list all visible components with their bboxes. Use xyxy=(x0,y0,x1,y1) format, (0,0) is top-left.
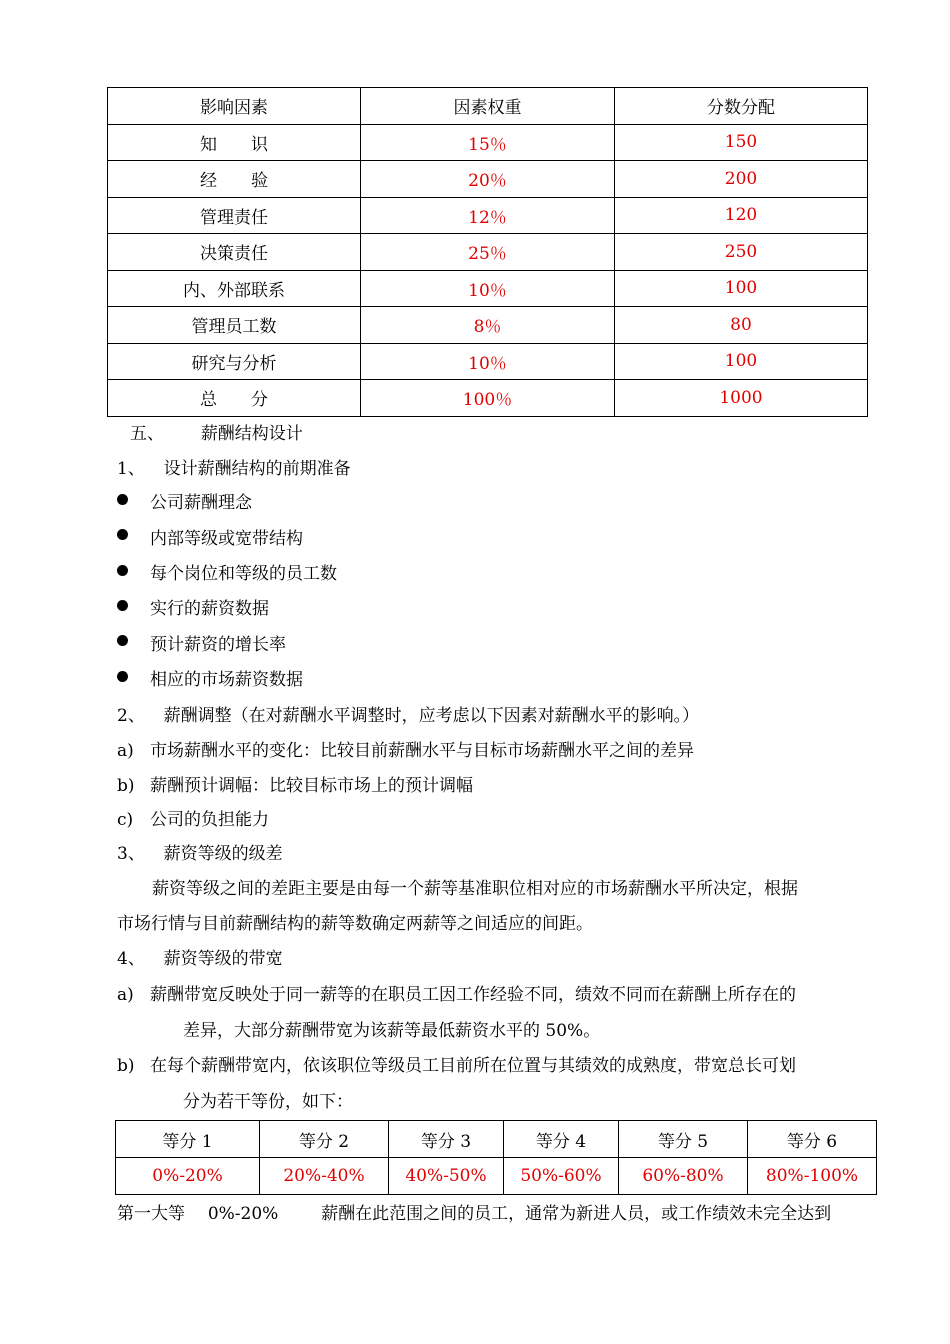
item-label: b) xyxy=(117,1056,135,1076)
factor-weight-table xyxy=(107,87,868,417)
item-label: b) xyxy=(117,776,135,796)
factor-weight: 20％ xyxy=(361,161,615,198)
band-header: 等分 2 xyxy=(260,1121,389,1158)
factor-score: 120 xyxy=(615,197,868,234)
factor-name: 经 验 xyxy=(108,161,361,198)
band-item-a-cont: 差异，大部分薪酬带宽为该薪等最低薪资水平的 50%。 xyxy=(183,1021,601,1041)
section-heading xyxy=(130,419,303,444)
bullet-icon xyxy=(117,600,128,611)
table-total-row xyxy=(108,380,868,417)
paragraph-line: 市场行情与目前薪酬结构的薪等数确定两薪等之间适应的间距。 xyxy=(117,914,593,934)
item-number: 1、 xyxy=(117,459,145,479)
band-value: 50%-60% xyxy=(504,1158,619,1195)
bullet-text: 相应的市场薪资数据 xyxy=(150,670,303,690)
bullet-text: 内部等级或宽带结构 xyxy=(150,529,303,549)
band-header: 等分 4 xyxy=(504,1121,619,1158)
header-factor: 影响因素 xyxy=(108,88,361,125)
band-item-b-cont: 分为若干等份，如下： xyxy=(183,1092,353,1112)
adjust-item-c xyxy=(117,805,269,830)
item-text: 设计薪酬结构的前期准备 xyxy=(163,459,351,479)
item-label: a) xyxy=(117,741,134,761)
bullet-icon xyxy=(117,494,128,505)
band-division-table xyxy=(115,1120,877,1195)
factor-score: 80 xyxy=(615,307,868,344)
factor-score: 100 xyxy=(615,270,868,307)
bullet-icon xyxy=(117,671,128,682)
section-title: 薪酬结构设计 xyxy=(200,424,303,444)
item-text: 公司的负担能力 xyxy=(150,810,269,830)
band-description: 薪酬在此范围之间的员工，通常为新进人员，或工作绩效未完全达到 xyxy=(321,1204,832,1224)
table-row xyxy=(108,343,868,380)
band-value: 20%-40% xyxy=(260,1158,389,1195)
factor-score: 100 xyxy=(615,343,868,380)
factor-name: 管理责任 xyxy=(108,197,361,234)
item-2 xyxy=(117,701,699,726)
table-row xyxy=(108,234,868,271)
factor-score: 200 xyxy=(615,161,868,198)
bullet-text: 预计薪资的增长率 xyxy=(150,635,286,655)
bullet-text: 实行的薪资数据 xyxy=(150,599,269,619)
total-score: 1000 xyxy=(615,380,868,417)
item-4 xyxy=(117,944,283,969)
band-item-b xyxy=(117,1051,796,1076)
band-value: 60%-80% xyxy=(619,1158,748,1195)
table-row xyxy=(116,1158,877,1195)
factor-name: 知 识 xyxy=(108,124,361,161)
item-text: 在每个薪酬带宽内，依该职位等级员工目前所在位置与其绩效的成熟度，带宽总长可划 xyxy=(150,1056,796,1076)
band-header: 等分 3 xyxy=(389,1121,504,1158)
item-label: a) xyxy=(117,985,134,1005)
band-header: 等分 5 xyxy=(619,1121,748,1158)
bullet-icon xyxy=(117,529,128,540)
paragraph-line: 薪资等级之间的差距主要是由每一个薪等基准职位相对应的市场薪酬水平所决定，根据 xyxy=(152,879,798,899)
item-text: 薪资等级的带宽 xyxy=(163,949,283,969)
factor-score: 250 xyxy=(615,234,868,271)
item-text: 薪资等级的级差 xyxy=(163,844,283,864)
table-row xyxy=(108,161,868,198)
bullet-icon xyxy=(117,565,128,576)
table-row xyxy=(108,307,868,344)
factor-name: 内、外部联系 xyxy=(108,270,361,307)
adjust-item-a xyxy=(117,736,694,761)
adjust-item-b xyxy=(117,771,473,796)
factor-weight: 10％ xyxy=(361,343,615,380)
item-number: 4、 xyxy=(117,949,145,969)
table-header-row xyxy=(116,1121,877,1158)
bullet-text: 每个岗位和等级的员工数 xyxy=(150,564,337,584)
factor-name: 决策责任 xyxy=(108,234,361,271)
table-header-row xyxy=(108,88,868,125)
item-text: 薪酬预计调幅：比较目标市场上的预计调幅 xyxy=(150,776,473,796)
item-text: 薪酬带宽反映处于同一薪等的在职员工因工作经验不同，绩效不同而在薪酬上所存在的 xyxy=(150,985,796,1005)
total-label: 总 分 xyxy=(108,380,361,417)
factor-weight: 8％ xyxy=(361,307,615,344)
header-score: 分数分配 xyxy=(615,88,868,125)
item-1 xyxy=(117,454,351,479)
factor-weight: 25％ xyxy=(361,234,615,271)
table-row xyxy=(108,197,868,234)
band-item-a xyxy=(117,980,796,1005)
item-text: 薪酬调整（在对薪酬水平调整时，应考虑以下因素对薪酬水平的影响。） xyxy=(163,706,700,726)
table-row xyxy=(108,270,868,307)
first-band-line xyxy=(117,1199,831,1224)
total-weight: 100％ xyxy=(361,380,615,417)
factor-weight: 10％ xyxy=(361,270,615,307)
factor-weight: 12％ xyxy=(361,197,615,234)
item-number: 3、 xyxy=(117,844,145,864)
bullet-icon xyxy=(117,635,128,646)
header-weight: 因素权重 xyxy=(361,88,615,125)
factor-score: 150 xyxy=(615,124,868,161)
band-header: 等分 1 xyxy=(116,1121,260,1158)
band-value: 40%-50% xyxy=(389,1158,504,1195)
bullet-text: 公司薪酬理念 xyxy=(150,493,252,513)
item-3 xyxy=(117,839,283,864)
item-number: 2、 xyxy=(117,706,145,726)
item-label: c) xyxy=(117,810,134,830)
band-label: 第一大等 xyxy=(117,1204,185,1224)
band-value: 80%-100% xyxy=(748,1158,877,1195)
table-row xyxy=(108,124,868,161)
band-value: 0%-20% xyxy=(116,1158,260,1195)
band-range: 0%-20% xyxy=(207,1204,279,1224)
section-number: 五、 xyxy=(130,424,164,444)
item-text: 市场薪酬水平的变化：比较目前薪酬水平与目标市场薪酬水平之间的差异 xyxy=(150,741,694,761)
band-header: 等分 6 xyxy=(748,1121,877,1158)
factor-name: 管理员工数 xyxy=(108,307,361,344)
factor-weight: 15％ xyxy=(361,124,615,161)
factor-name: 研究与分析 xyxy=(108,343,361,380)
